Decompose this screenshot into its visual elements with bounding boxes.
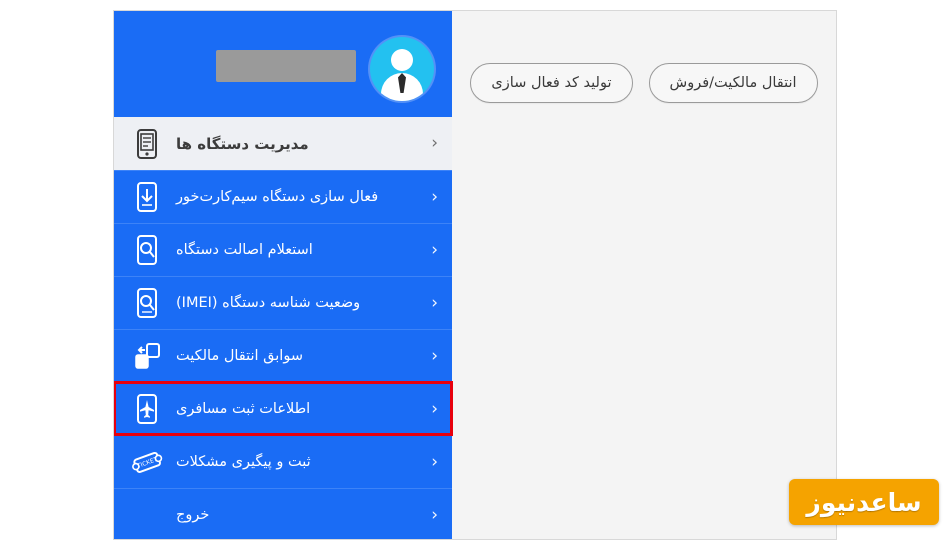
chevron-left-icon: ‹ [431, 345, 438, 366]
menu-item-report-track-problems[interactable] [114, 435, 452, 488]
app-screenshot-frame [113, 10, 837, 540]
menu-item-label: سوابق انتقال مالکیت [176, 348, 303, 364]
menu-item-content [130, 445, 311, 479]
menu-item-content [130, 180, 378, 214]
watermark-badge [789, 479, 939, 525]
menu-item-content [130, 286, 360, 320]
menu-item-content [130, 127, 309, 161]
chevron-left-icon: ‹ [431, 451, 438, 472]
watermark-text: ساعدنیوز [806, 487, 922, 517]
chevron-left-icon: ‹ [431, 186, 438, 207]
imei-search-icon [130, 286, 164, 320]
logout-icon-placeholder [130, 498, 164, 532]
side-menu-panel [114, 11, 452, 539]
menu-item-traveler-registration-info[interactable] [114, 382, 452, 435]
device-management-icon [130, 127, 164, 161]
chevron-left-icon: ‹ [431, 398, 438, 419]
menu-item-activate-sim-device[interactable] [114, 170, 452, 223]
chevron-left-icon: ‹ [431, 133, 438, 153]
menu-item-label: مدیریت دستگاه ها [176, 134, 309, 153]
menu-item-label: استعلام اصالت دستگاه [176, 242, 313, 258]
content-panel [452, 11, 836, 539]
action-chip-row [452, 63, 836, 103]
username-redacted-block [216, 50, 356, 82]
user-avatar-icon[interactable] [370, 37, 434, 101]
chip-generate-activation-code[interactable]: تولید کد فعال سازی [470, 63, 632, 103]
profile-header [114, 11, 452, 117]
chevron-left-icon: ‹ [431, 239, 438, 260]
menu-item-imei-status[interactable] [114, 276, 452, 329]
menu-item-label: فعال سازی دستگاه سیم‌کارت‌خور [176, 189, 379, 205]
svg-text:TICKET: TICKET [136, 456, 159, 470]
airplane-icon [130, 392, 164, 426]
menu-item-device-authenticity-inquiry[interactable] [114, 223, 452, 276]
phone-download-icon [130, 180, 164, 214]
phone-search-icon [130, 233, 164, 267]
chip-transfer-ownership-sale[interactable]: انتقال مالکیت/فروش [649, 63, 818, 103]
menu-item-device-management[interactable] [114, 117, 452, 170]
menu-item-logout[interactable] [114, 488, 452, 540]
menu-item-label: اطلاعات ثبت مسافری [176, 401, 311, 417]
menu-item-ownership-transfer-history[interactable] [114, 329, 452, 382]
chevron-left-icon: ‹ [431, 292, 438, 313]
transfer-history-icon [130, 339, 164, 373]
menu-item-content [130, 392, 310, 426]
menu-item-content [130, 233, 313, 267]
avatar-head-shape [391, 49, 413, 71]
ticket-icon [130, 445, 164, 479]
menu-item-label: وضعیت شناسه دستگاه (IMEI) [176, 295, 361, 311]
menu-item-content [130, 498, 209, 532]
menu-item-content [130, 339, 303, 373]
chevron-left-icon: ‹ [431, 504, 438, 525]
menu-item-label: خروج [176, 507, 210, 523]
menu-item-label: ثبت و پیگیری مشکلات [176, 454, 311, 470]
